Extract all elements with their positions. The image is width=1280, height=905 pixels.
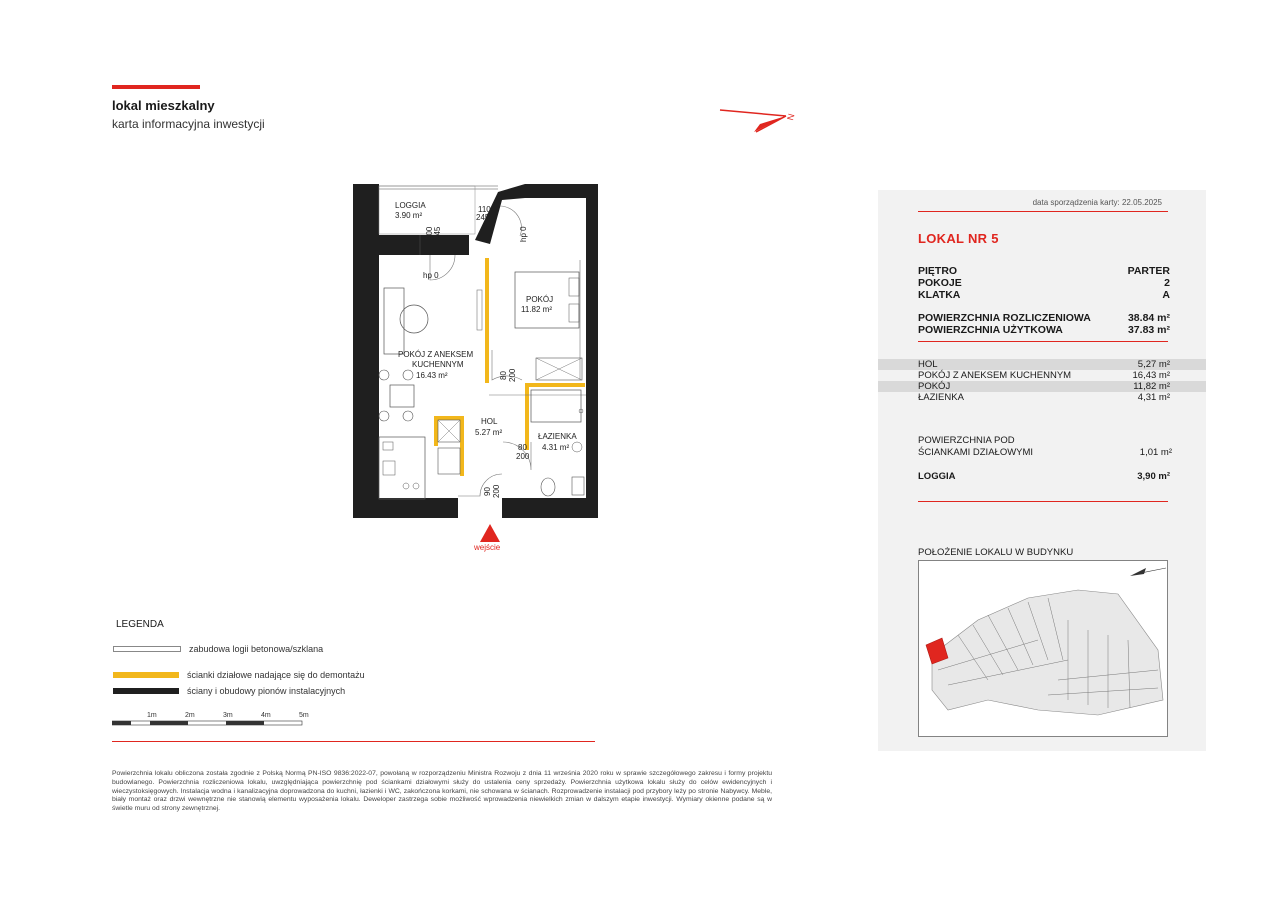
info-card bbox=[878, 190, 1206, 751]
header-accent-bar bbox=[112, 85, 200, 89]
dim-loggia-a: 110 bbox=[478, 205, 491, 214]
legend-title: LEGENDA bbox=[116, 619, 164, 630]
living-area: 16.43 m² bbox=[416, 371, 448, 380]
hall-area: 5.27 m² bbox=[475, 428, 503, 437]
floor-plan bbox=[350, 180, 610, 560]
page-title: lokal mieszkalny bbox=[112, 98, 215, 113]
dim-bath-a: 80 bbox=[518, 443, 527, 452]
living-label-1: POKÓJ Z ANEKSEM bbox=[398, 350, 474, 359]
dim-loggia-b: 245 bbox=[476, 213, 490, 222]
dim-loggia-d: 245 bbox=[433, 226, 442, 240]
dim-bedroom-a: 80 bbox=[499, 371, 508, 380]
legend-item-loggia: zabudowa logii betonowa/szklana bbox=[113, 644, 323, 654]
room-row-bathroom: ŁAZIENKA 4,31 m² bbox=[918, 392, 1170, 403]
hp-left: hp 0 bbox=[423, 271, 439, 280]
page-subtitle: karta informacyjna inwestycji bbox=[112, 117, 265, 131]
dim-loggia-c: 200 bbox=[425, 226, 434, 240]
hp-right: hp 0 bbox=[519, 226, 528, 242]
scale-label-5: 5m bbox=[299, 712, 309, 719]
bathroom-label: ŁAZIENKA bbox=[538, 432, 577, 441]
dim-entry-a: 90 bbox=[483, 487, 492, 496]
room-row-hall: HOL 5,27 m² bbox=[878, 359, 1206, 370]
loggia-label: LOGGIA bbox=[395, 201, 426, 210]
north-label: N bbox=[785, 112, 797, 122]
card-divider-mid bbox=[918, 341, 1168, 342]
fact-row-rooms: POKOJE 2 bbox=[918, 277, 1170, 289]
hall-label: HOL bbox=[481, 417, 498, 426]
loggia-area: 3.90 m² bbox=[395, 211, 423, 220]
card-date: data sporządzenia karty: 22.05.2025 bbox=[1032, 198, 1162, 207]
partition-row: ŚCIANKAMI DZIAŁOWYMI 1,01 m² bbox=[918, 447, 1172, 458]
loggia-row: LOGGIA 3,90 m² bbox=[918, 471, 1170, 482]
entrance-label: wejście bbox=[474, 543, 501, 552]
bedroom-label: POKÓJ bbox=[526, 295, 554, 304]
scale-label-3: 3m bbox=[223, 712, 233, 719]
fact-row-staircase: KLATKA A bbox=[918, 289, 1170, 301]
area-row-settlement: POWIERZCHNIA ROZLICZENIOWA 38.84 m² bbox=[918, 312, 1170, 324]
legend-item-walls: ściany i obudowy pionów instalacyjnych bbox=[113, 686, 345, 696]
building-location-map bbox=[918, 560, 1168, 737]
scale-label-2: 2m bbox=[185, 712, 195, 719]
room-row-bedroom: POKÓJ 11,82 m² bbox=[878, 381, 1206, 392]
legend-divider bbox=[112, 741, 595, 742]
fact-row-floor: PIĘTRO PARTER bbox=[918, 265, 1170, 277]
room-row-living: POKÓJ Z ANEKSEM KUCHENNYM 16,43 m² bbox=[918, 370, 1170, 381]
card-divider-bottom bbox=[918, 501, 1168, 502]
legend-swatch-walls bbox=[113, 688, 179, 694]
dim-bedroom-b: 200 bbox=[508, 368, 517, 382]
footnote: Powierzchnia lokalu obliczona została zgodnie z Polską Normą PN-ISO 9836:2022-07, powołaną w rozporządzeniu Ministra Rozwoju z dnia 11 września 2020 roku w sprawie szczegółowego zakresu i formy projektu budowlanego. Powierzchnia rozliczeniowa lokalu, uwzględniająca powierzchnię pod ściankami działowymi służy do ustalenia ceny sprzedaży. Powierzchnia użytkowa lokalu służy do celów ewidencyjnych i wieczystoksięgowych. Instalacja wodna i kanalizacyjna doprowadzona do kuchni, łazienki i WC, zakończona korkami, nie schowana w ścianach. Rozprowadzenie instalacji pod przybory leży po stronie Nabywcy. Meble, biały montaż oraz drzwi wewnętrzne nie stanowią elementu wyposażenia lokalu. Deweloper zastrzega sobie możliwość wprowadzenia niewielkich zmian w dalszym etapie inwestycji. Wymiary okienne podane są w świetle muru od strony zewnętrznej. bbox=[112, 770, 772, 813]
scale-label-1: 1m bbox=[147, 712, 157, 719]
dim-entry-b: 200 bbox=[492, 484, 501, 498]
scale-label-4: 4m bbox=[261, 712, 271, 719]
entrance-arrow-icon bbox=[480, 524, 500, 542]
area-row-usable: POWIERZCHNIA UŻYTKOWA 37.83 m² bbox=[918, 324, 1170, 336]
location-title: POŁOŻENIE LOKALU W BUDYNKU bbox=[918, 547, 1074, 558]
unit-number: LOKAL NR 5 bbox=[918, 231, 999, 246]
bedroom-area: 11.82 m² bbox=[521, 305, 552, 314]
living-label-2: KUCHENNYM bbox=[412, 360, 464, 369]
legend-swatch-loggia bbox=[113, 646, 181, 652]
card-divider-top bbox=[918, 211, 1168, 212]
partition-label-1: POWIERZCHNIA POD bbox=[918, 435, 1015, 446]
legend-item-removable: ścianki działowe nadające się do demontażu bbox=[113, 670, 365, 680]
north-arrow-icon bbox=[716, 102, 800, 138]
scale-bar bbox=[112, 710, 312, 730]
legend-swatch-removable bbox=[113, 672, 179, 678]
bathroom-area: 4.31 m² bbox=[542, 443, 570, 452]
dim-bath-b: 200 bbox=[516, 452, 530, 461]
